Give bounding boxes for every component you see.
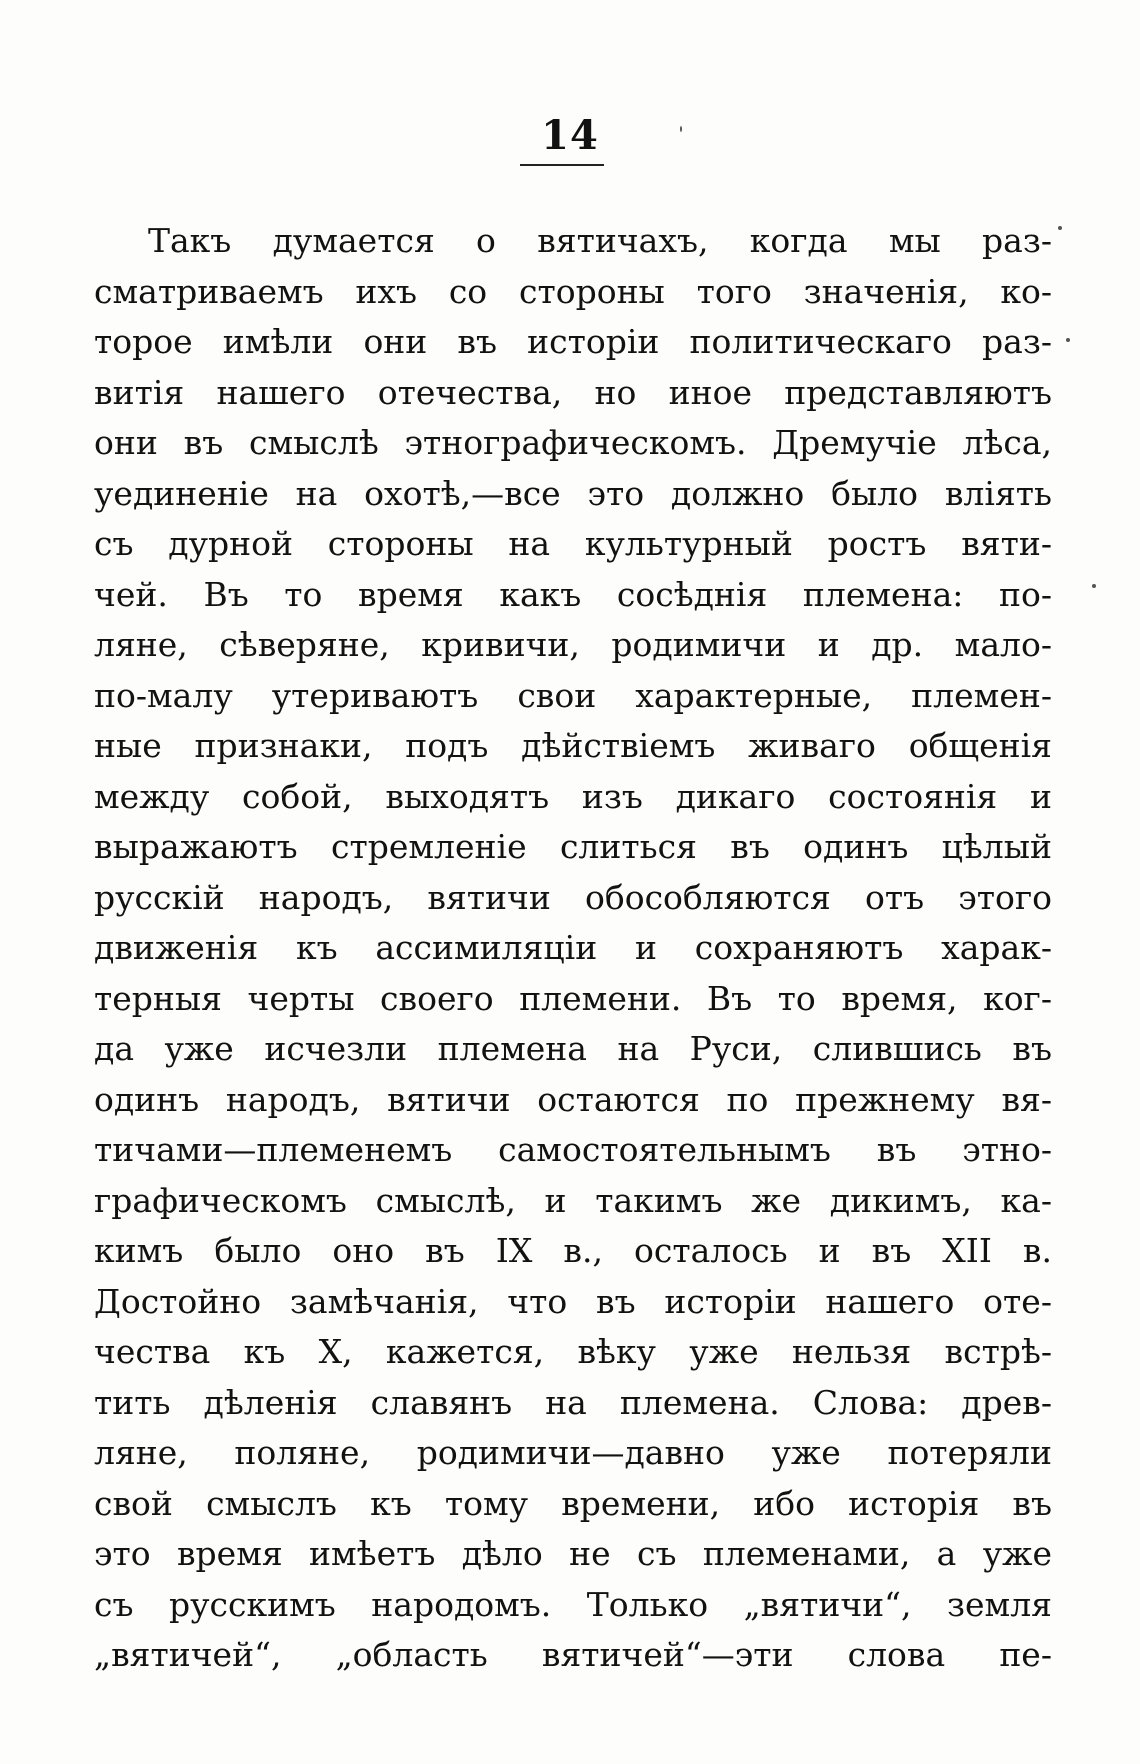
text-line: выражаютъ стремленіе слиться въ одинъ цѣлый	[94, 827, 1052, 866]
text-line: движенія къ ассимиляціи и сохраняютъ харак-	[94, 928, 1052, 967]
text-line: торое имѣли они въ исторіи политическаго раз-	[94, 322, 1052, 361]
text-line: чества къ X, кажется, вѣку уже нельзя встрѣ-	[94, 1332, 1052, 1371]
scan-speck	[1066, 338, 1070, 342]
text-line: уединеніе на охотѣ,—все это должно было вліять	[94, 473, 1052, 513]
text-line: ляне, поляне, родимичи—давно уже потеряли	[94, 1433, 1052, 1472]
text-line: терныя черты своего племени. Въ то время, ког-	[94, 978, 1052, 1018]
page-number: 14	[541, 112, 599, 159]
text-line: ляне, сѣверяне, кривичи, родимичи и др. мало-	[94, 625, 1052, 664]
text-line: чей. Въ то время какъ сосѣднія племена: по-	[94, 574, 1052, 614]
text-line: они въ смыслѣ этнографическомъ. Дремучіе лѣса,	[94, 423, 1052, 462]
text-line: графическомъ смыслѣ, и такимъ же дикимъ, ка-	[94, 1180, 1052, 1220]
text-line: свой смыслъ къ тому времени, ибо исторія въ	[94, 1483, 1052, 1523]
text-line: Достойно замѣчанія, что въ исторіи нашего оте-	[94, 1281, 1052, 1321]
text-line: съ русскимъ народомъ. Только „вятичи“, земля	[94, 1584, 1052, 1624]
text-line: сматриваемъ ихъ со стороны того значенія, ко-	[94, 271, 1052, 311]
text-line: съ дурной стороны на культурный ростъ вяти-	[94, 524, 1052, 563]
text-line: это время имѣетъ дѣло не съ племенами, а уже	[94, 1534, 1052, 1573]
text-line: между собой, выходятъ изъ дикаго состоянія и	[94, 776, 1052, 816]
text-line: ные признаки, подъ дѣйствіемъ живаго общенія	[94, 726, 1052, 765]
page-number-underline	[520, 164, 604, 166]
text-line: русскій народъ, вятичи обособляются отъ этого	[94, 877, 1052, 917]
text-line: кимъ было оно въ IX в., осталось и въ XII в.	[94, 1231, 1052, 1270]
text-line: витія нашего отечества, но иное представляютъ	[94, 372, 1052, 412]
text-line: тить дѣленія славянъ на племена. Слова: древ-	[94, 1382, 1052, 1422]
body-text	[94, 216, 1052, 1681]
scan-speck	[1058, 226, 1062, 230]
text-line: по-малу утериваютъ свои характерные, племен-	[94, 675, 1052, 715]
scan-speck	[680, 126, 682, 132]
scan-speck	[1092, 584, 1096, 588]
text-line: тичами—племенемъ самостоятельнымъ въ этно-	[94, 1130, 1052, 1169]
text-line: да уже исчезли племена на Руси, слившись въ	[94, 1029, 1052, 1068]
text-line: „вятичей“, „область вятичей“—эти слова пе-	[94, 1635, 1052, 1674]
text-line: одинъ народъ, вятичи остаются по прежнему вя-	[94, 1079, 1052, 1119]
text-line: Такъ думается о вятичахъ, когда мы раз-	[148, 221, 1052, 260]
